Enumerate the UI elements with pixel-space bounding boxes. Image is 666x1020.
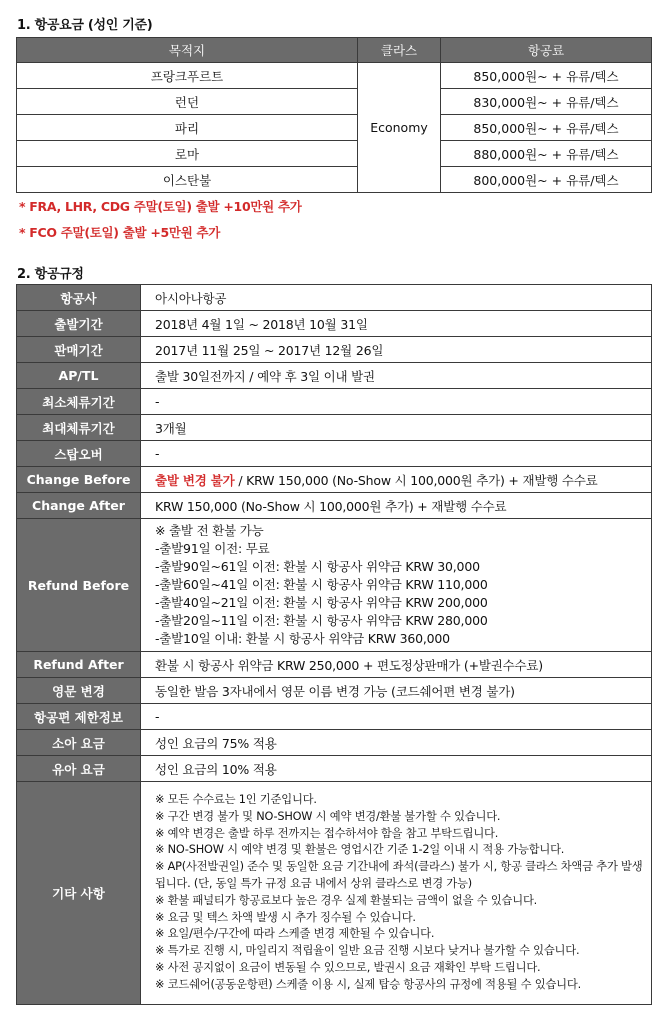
refund-line: -출발91일 이전: 무료 <box>155 541 270 556</box>
rule-label: 출발기간 <box>17 311 141 337</box>
fare-cell: 830,000원~ + 유류/텍스 <box>441 89 652 115</box>
refund-line: -출발90일~61일 이전: 환불 시 항공사 위약금 KRW 30,000 <box>155 559 480 574</box>
fare-cell: 800,000원~ + 유류/텍스 <box>441 167 652 193</box>
rule-row-infant-fare <box>17 756 652 782</box>
rule-value: 동일한 발음 3자내에서 영문 이름 변경 가능 (코드쉐어편 변경 불가) <box>141 678 652 704</box>
section2-title: 2. 항공규정 <box>17 267 84 282</box>
rule-row-flight-restriction <box>17 704 652 730</box>
header-fare: 항공료 <box>441 38 652 63</box>
rule-value: 2018년 4월 1일 ~ 2018년 10월 31일 <box>141 311 652 337</box>
rule-value: - <box>141 704 652 730</box>
rule-value: 아시아나항공 <box>141 285 652 311</box>
rule-row-refund-before <box>17 519 652 652</box>
rule-row-stopover <box>17 441 652 467</box>
rules-table <box>16 284 652 1005</box>
rule-label: 최대체류기간 <box>17 415 141 441</box>
rule-label: 소아 요금 <box>17 730 141 756</box>
header-destination: 목적지 <box>17 38 358 63</box>
change-fee-text: / KRW 150,000 (No-Show 시 100,000원 추가) + 재발행 수수료 <box>234 472 598 488</box>
fare-cell: 850,000원~ + 유류/텍스 <box>441 115 652 141</box>
rule-row-departure-period <box>17 311 652 337</box>
destination-cell: 로마 <box>17 141 358 167</box>
rule-row-min-stay <box>17 389 652 415</box>
rule-row-change-before <box>17 467 652 493</box>
notice-line: ※ 특가로 진행 시, 마일리지 적립율이 일반 요금 진행 시보다 낮거나 불가할 수 있습니다. <box>155 944 580 958</box>
rule-value: 성인 요금의 10% 적용 <box>141 756 652 782</box>
notice-line: ※ 예약 변경은 출발 하루 전까지는 접수하셔야 함을 참고 부탁드립니다. <box>155 826 499 840</box>
rule-value: 성인 요금의 75% 적용 <box>141 730 652 756</box>
notice-line: ※ 모든 수수료는 1인 기준입니다. <box>155 793 317 806</box>
rule-label: 최소체류기간 <box>17 389 141 415</box>
refund-line: -출발40일~21일 이전: 환불 시 항공사 위약금 KRW 200,000 <box>155 595 488 610</box>
table-row <box>17 167 652 193</box>
rule-value: 출발 30일전까지 / 예약 후 3일 이내 발권 <box>141 363 652 389</box>
rule-label: 영문 변경 <box>17 678 141 704</box>
fare-cell: 850,000원~ + 유류/텍스 <box>441 63 652 89</box>
rule-label: Refund Before <box>17 519 141 652</box>
rule-row-others <box>17 782 652 1005</box>
rule-label: 스탑오버 <box>17 441 141 467</box>
rule-label: 기타 사항 <box>17 782 141 1005</box>
rule-row-refund-after <box>17 652 652 678</box>
rule-label: Change Before <box>17 467 141 493</box>
rule-label: Change After <box>17 493 141 519</box>
rule-label: AP/TL <box>17 363 141 389</box>
rule-label: 항공편 제한정보 <box>17 704 141 730</box>
rule-label: 항공사 <box>17 285 141 311</box>
rule-value: 환불 시 항공사 위약금 KRW 250,000 + 편도정상판매가 (+발권수수료) <box>141 652 652 678</box>
surcharge-note: * FCO 주말(토일) 출발 +5만원 추가 <box>19 225 221 240</box>
destination-cell: 프랑크푸르트 <box>17 63 358 89</box>
fare-table-header-row <box>17 38 652 63</box>
destination-cell: 파리 <box>17 115 358 141</box>
rule-label: Refund After <box>17 652 141 678</box>
surcharge-note: * FRA, LHR, CDG 주말(토일) 출발 +10만원 추가 <box>19 199 302 214</box>
rule-row-max-stay <box>17 415 652 441</box>
rule-row-airline <box>17 285 652 311</box>
destination-cell: 런던 <box>17 89 358 115</box>
rule-value: - <box>141 389 652 415</box>
rule-label: 유아 요금 <box>17 756 141 782</box>
notice-line: ※ NO-SHOW 시 예약 변경 및 환불은 영업시간 기준 1-2일 이내 시 적용 가능합니다. <box>155 843 565 857</box>
rule-row-change-after <box>17 493 652 519</box>
notice-line: ※ 사전 공지없이 요금이 변동될 수 있으므로, 발권시 요금 재확인 부탁 드립니다. <box>155 960 541 974</box>
table-row <box>17 89 652 115</box>
notice-line: ※ 구간 변경 불가 및 NO-SHOW 시 예약 변경/환불 불가할 수 있습니다. <box>155 809 501 823</box>
rule-value: 2017년 11월 25일 ~ 2017년 12월 26일 <box>141 337 652 363</box>
notice-line: ※ 요금 및 텍스 차액 발생 시 추가 징수될 수 있습니다. <box>155 910 416 924</box>
rule-value <box>141 467 652 493</box>
rule-value <box>141 782 652 1005</box>
notice-line: ※ 환불 패널티가 항공료보다 높은 경우 실제 환불되는 금액이 없을 수 있습니다. <box>155 893 538 907</box>
fare-table <box>16 37 652 193</box>
header-class: 클라스 <box>358 38 441 63</box>
rule-value <box>141 519 652 652</box>
rule-value: - <box>141 441 652 467</box>
table-row <box>17 141 652 167</box>
rule-label: 판매기간 <box>17 337 141 363</box>
rule-row-name-change <box>17 678 652 704</box>
change-not-allowed-text: 출발 변경 불가 <box>155 472 235 488</box>
notice-line: ※ AP(사전발권일) 준수 및 동일한 요금 기간내에 좌석(클라스) 불가 시, 항공 클라스 차액금 추가 발생됩니다. (단, 동일 특가 규정 요금 내에서 상위 클라스로 변경 가능) <box>155 860 643 890</box>
class-cell: Economy <box>358 63 441 193</box>
refund-line: -출발20일~11일 이전: 환불 시 항공사 위약금 KRW 280,000 <box>155 613 488 628</box>
notice-line: ※ 코드쉐어(공동운항편) 스케줄 이용 시, 실제 탑승 항공사의 규정에 적용될 수 있습니다. <box>155 977 582 991</box>
rule-value: KRW 150,000 (No-Show 시 100,000원 추가) + 재발행 수수료 <box>141 493 652 519</box>
rule-value: 3개월 <box>141 415 652 441</box>
destination-cell: 이스탄불 <box>17 167 358 193</box>
table-row <box>17 63 652 89</box>
refund-line: -출발60일~41일 이전: 환불 시 항공사 위약금 KRW 110,000 <box>155 577 488 592</box>
rule-row-sale-period <box>17 337 652 363</box>
refund-line: ※ 출발 전 환불 가능 <box>155 523 264 538</box>
rule-row-child-fare <box>17 730 652 756</box>
section1-title: 1. 항공요금 (성인 기준) <box>17 18 153 33</box>
notice-line: ※ 요일/편수/구간에 따라 스케줄 변경 제한될 수 있습니다. <box>155 927 435 941</box>
rule-row-ap-tl <box>17 363 652 389</box>
fare-cell: 880,000원~ + 유류/텍스 <box>441 141 652 167</box>
refund-line: -출발10일 이내: 환불 시 항공사 위약금 KRW 360,000 <box>155 631 450 646</box>
table-row <box>17 115 652 141</box>
